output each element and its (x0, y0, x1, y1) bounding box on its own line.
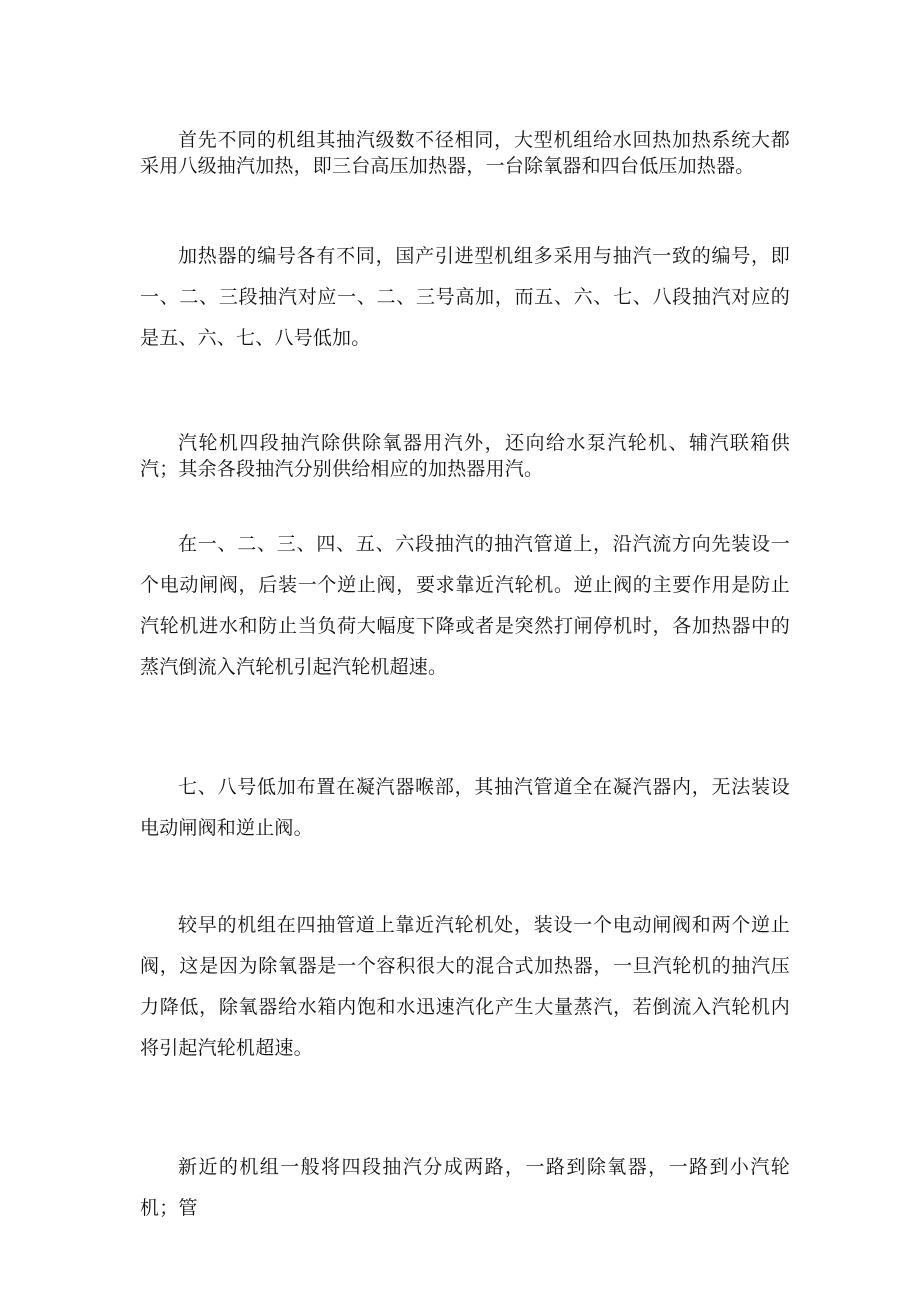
paragraph-deaerator-protection: 较早的机组在四抽管道上靠近汽轮机处，装设一个电动闸阀和两个逆止阀，这是因为除氧器是一个容积很大的混合式加热器，一旦汽轮机的抽汽压力降低，除氧器给水箱内饱和水迅速汽化产生大量蒸汽，若倒流入汽轮机内将引起汽轮机超速。 (140, 914, 790, 1059)
paragraph-low-pressure-heaters: 七、八号低加布置在凝汽器喉部，其抽汽管道全在凝汽器内，无法装设电动闸阀和逆止阀。 (140, 776, 790, 839)
paragraph-heater-numbering: 加热器的编号各有不同，国产引进型机组多采用与抽汽一致的编号，即一、二、三段抽汽对应一、二、三号高加，而五、六、七、八段抽汽对应的是五、六、七、八号低加。 (140, 245, 790, 349)
paragraph-fourth-extraction-supply: 汽轮机四段抽汽除供除氧器用汽外，还向给水泵汽轮机、辅汽联箱供汽；其余各段抽汽分别供给相应的加热器用汽。 (140, 432, 790, 480)
paragraph-newer-units: 新近的机组一般将四段抽汽分成两路，一路到除氧器，一路到小汽轮机；管 (140, 1156, 790, 1219)
paragraph-check-valve-function: 在一、二、三、四、五、六段抽汽的抽汽管道上，沿汽流方向先装设一个电动闸阀，后装一个逆止阀，要求靠近汽轮机。逆止阀的主要作用是防止汽轮机进水和防止当负荷大幅度下降或者是突然打闸停机时，各加热器中的蒸汽倒流入汽轮机引起汽轮机超速。 (140, 533, 790, 678)
paragraph-extraction-stages: 首先不同的机组其抽汽级数不径相同，大型机组给水回热加热系统大都采用八级抽汽加热，即三台高压加热器，一台除氧器和四台低压加热器。 (140, 129, 790, 177)
